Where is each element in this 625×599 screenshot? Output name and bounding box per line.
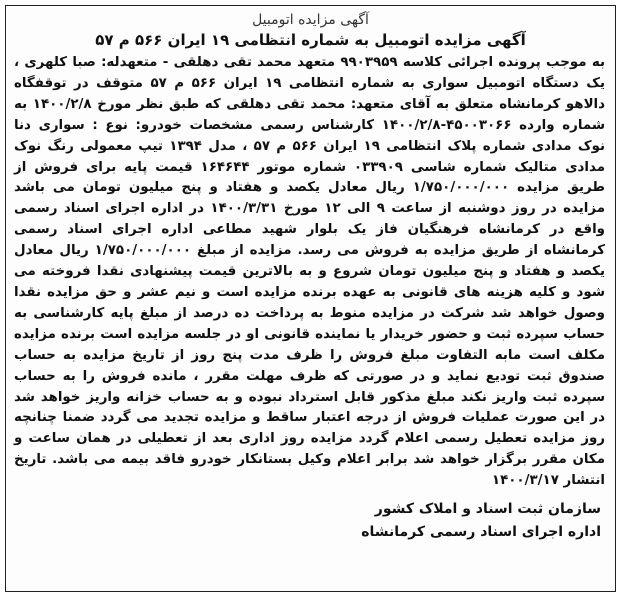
signature-office: اداره اجرای اسناد رسمی کرمانشاه	[361, 524, 601, 541]
notice-body: به موجب پرونده اجرائی کلاسه ۹۹۰۳۹۵۹ متعهد محمد تقی دهلقی - متعهدله: صبا کلهری ، یک دستگاه اتومبیل سواری به شماره انتظامی ۱۹ ایران ۵۶۶ م ۵۷ متوقف در توقفگاه دالاهو کرمانشاه متعلق به آقای متعهد: محمد تقی دهلقی که طبق نظر مورخ ۱۴۰۰/۲/۸ به شماره وارده ۴۵۰۰۳۰۶۶-۱۴۰۰/۲/۸ کارشناس رسمی مشخصات خودرو: نوع : سواری دنا نوک مدادی شماره پلاک انتظامی ۱۹ ایران ۵۶۶ م ۵۷ ، مدل ۱۳۹۴ تیپ معمولی رنگ نوک مدادی متالیک شماره شاسی ۰۳۳۹۰۹ شماره موتور ۱۶۴۶۴۴ قیمت پایه برای فروش از طریق مزایده ۱/۷۵۰/۰۰۰/۰۰۰ ریال معادل یکصد و هفتاد و پنج میلیون تومان می باشد مزایده در روز دوشنبه از ساعت ۹ الی ۱۲ مورخ ۱۴۰۰/۳/۳۱ در اداره اجرای اسناد رسمی واقع در کرمانشاه فرهنگیان فاز یک بلوار شهید مطاعی اداره اجرای اسناد رسمی کرمانشاه از طریق مزایده به فروش می رسد. مزایده از مبلغ ۱/۷۵۰/۰۰۰/۰۰۰ ریال معادل یکصد و هفتاد و پنج میلیون تومان شروع و به بالاترین قیمت پیشنهادی نقدا فروخته می شود و کلیه هزینه های قانونی به عهده برنده مزایده است و نیم عشر و حق مزایده نقدا وصول خواهد شد شرکت در مزایده منوط به پرداخت ده درصد از مبلغ پایه کارشناسی به حساب سپرده ثبت و حضور خریدار یا نماینده قانونی او در جلسه مزایده است برنده مزایده مکلف است مابه التفاوت مبلغ فروش را ظرف مدت پنج روز از تاریخ مزایده به حساب صندوق ثبت تودیع نماید و در صورتی که ظرف مهلت مقرر ، مانده فروش را به حساب سپرده ثبت واریز نکند مبلغ مذکور قابل استرداد نبوده و به حساب خزانه واریز خواهد شد در این صورت عملیات فروش از درجه اعتبار ساقط و مزایده تجدید می گردد ضمنا چنانچه روز مزایده تعطیل رسمی اعلام گردد مزایده روز اداری بعد از تعطیلی در همان ساعت و مکان مقرر برگزار خواهد شد برابر اعلام وکیل بستانکار خودرو فاقد بیمه می باشد. تاریخ انتشار ۱۴۰۰/۳/۱۷	[14, 55, 606, 489]
notice-subtitle: آگهی مزایده اتومبیل به شماره انتظامی ۱۹ ایران ۵۶۶ م ۵۷	[95, 31, 526, 49]
signature-block	[6, 492, 615, 544]
notice-title: آگهی مزایده اتومبیل	[252, 12, 369, 28]
signature-organization: سازمان ثبت اسناد و املاک کشور	[374, 501, 601, 518]
auction-notice	[5, 5, 616, 592]
